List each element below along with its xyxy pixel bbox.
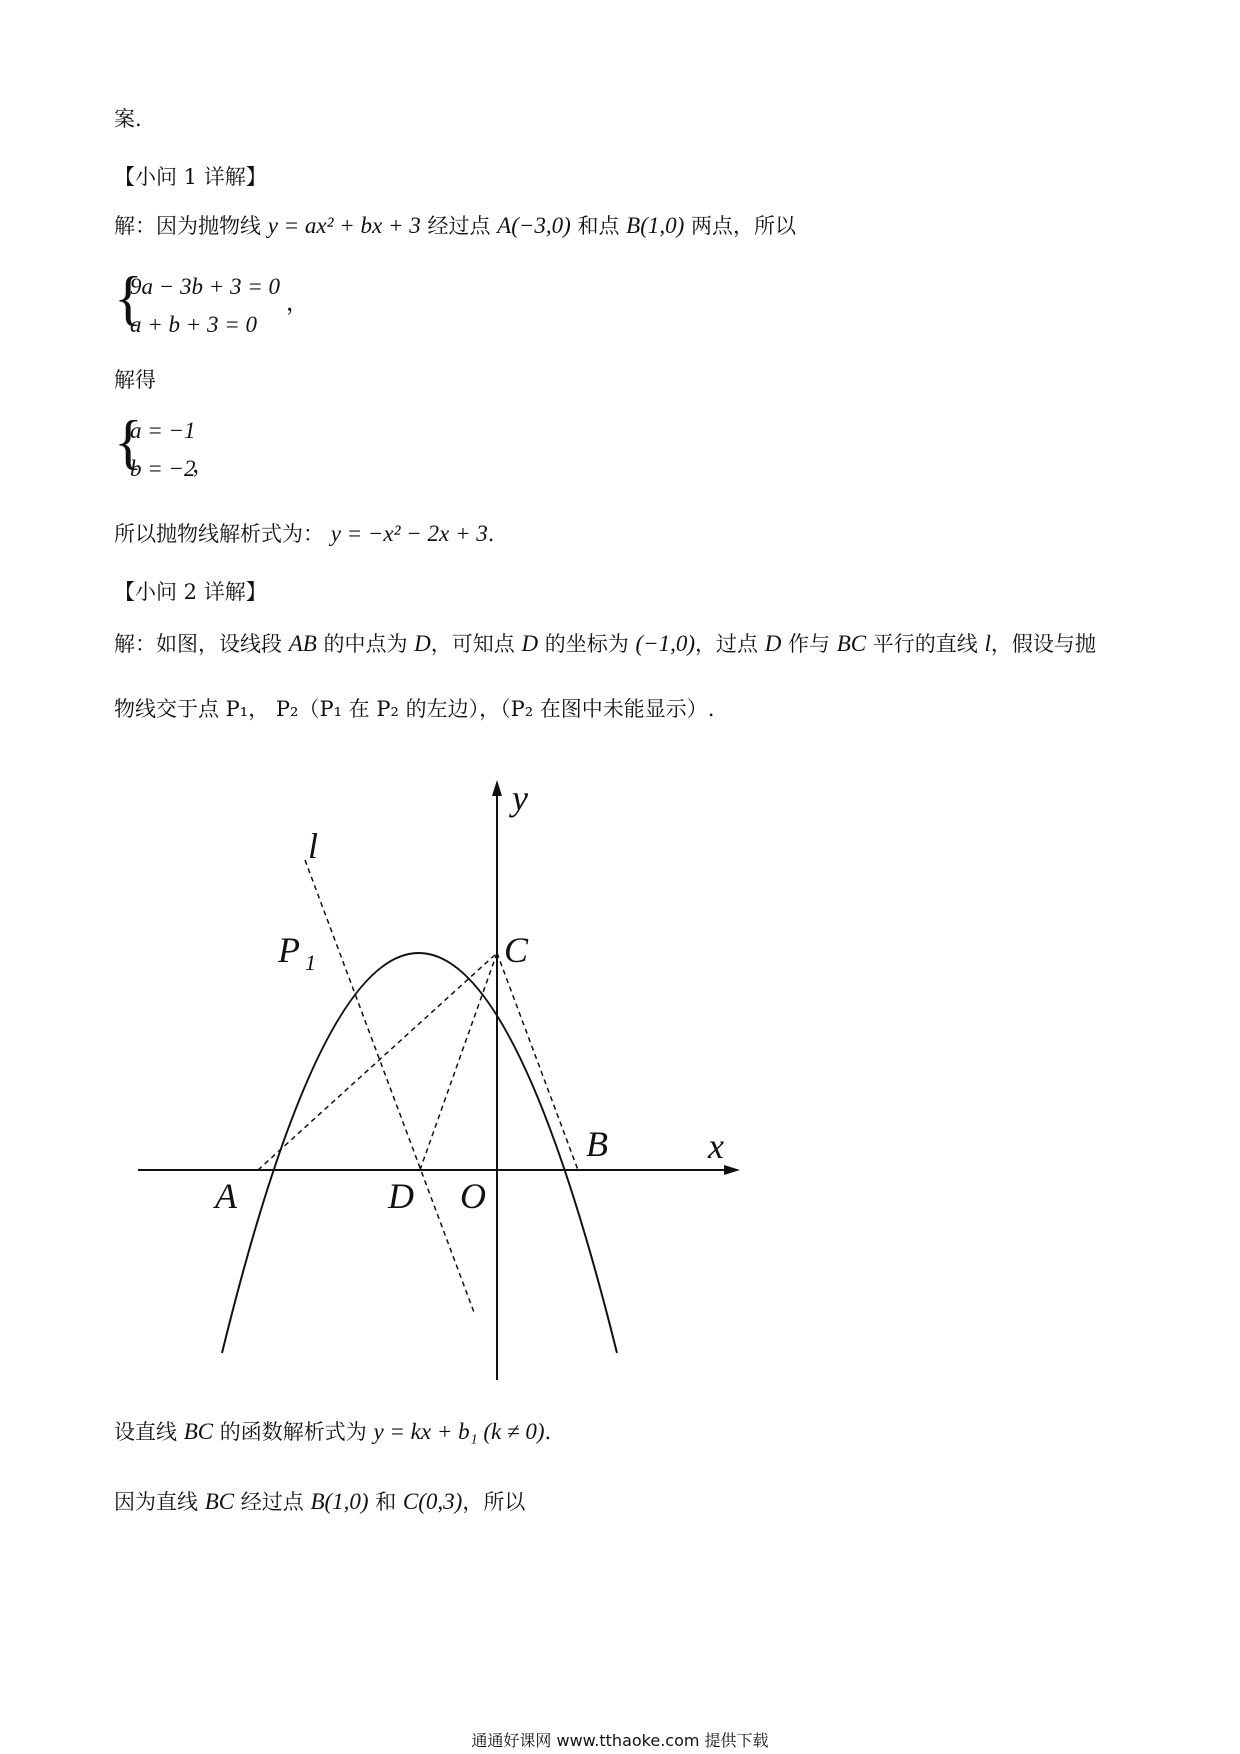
bc-line: 设直线 BC 的函数解析式为 y = kx + b₁ (k ≠ 0).: [114, 1419, 552, 1444]
equation-system-1: { 9a − 3b + 3 = 0 a + b + 3 = 0 ，: [114, 265, 309, 337]
q1-heading: 【小问 1 详解】: [114, 165, 267, 189]
segment-ac: [258, 953, 497, 1170]
label-c: C: [504, 930, 529, 970]
label-p1: P: [278, 930, 300, 970]
label-d: D: [388, 1176, 414, 1216]
line-l: [305, 860, 475, 1315]
q2-line1: 解：如图，设线段 AB 的中点为 D，可知点 D 的坐标为 (−1,0)，过点 D 作与 BC 平行的直线 l，假设与抛: [114, 631, 1096, 656]
solve-label: 解得: [114, 368, 156, 392]
label-o: O: [460, 1176, 486, 1216]
segment-dc: [420, 953, 497, 1170]
label-x: x: [708, 1126, 724, 1166]
q2-heading: 【小问 2 详解】: [114, 580, 267, 604]
label-a: A: [215, 1176, 237, 1216]
result-line: 所以抛物线解析式为： y = −x² − 2x + 3.: [114, 521, 495, 546]
point-b: B(1,0): [626, 213, 685, 238]
q1-line1: 解：因为抛物线 y = ax² + bx + 3 经过点 A(−3,0) 和点 B(1,0) 两点，所以: [114, 213, 796, 238]
bc-line-2: 因为直线 BC 经过点 B(1,0) 和 C(0,3)，所以: [114, 1489, 526, 1514]
label-l: l: [308, 826, 319, 866]
point-a: A(−3,0): [497, 213, 571, 238]
label-b: B: [586, 1124, 608, 1164]
equation-system-2: { a = −1 b = −2 ，: [114, 409, 215, 481]
segment-cb: [497, 953, 578, 1170]
footer: 通通好课网 www.tthaoke.com 提供下载: [471, 1731, 769, 1750]
q2-line2: 物线交于点 P₁， P₂（P₁ 在 P₂ 的左边），（P₂ 在图中未能显示）.: [114, 697, 715, 721]
result-equation: y = −x² − 2x + 3: [330, 521, 488, 546]
x-axis-arrow-icon: [724, 1165, 740, 1175]
parabola-curve: [222, 953, 617, 1353]
parabola-equation: y = ax² + bx + 3: [267, 213, 421, 238]
y-axis-arrow-icon: [492, 780, 502, 796]
label-p1-sub: 1: [305, 950, 316, 975]
parabola-figure: [120, 770, 760, 1390]
label-y: y: [512, 778, 528, 818]
bc-equation: y = kx + b₁ (k ≠ 0): [373, 1419, 545, 1444]
top-fragment: 案.: [114, 107, 142, 131]
